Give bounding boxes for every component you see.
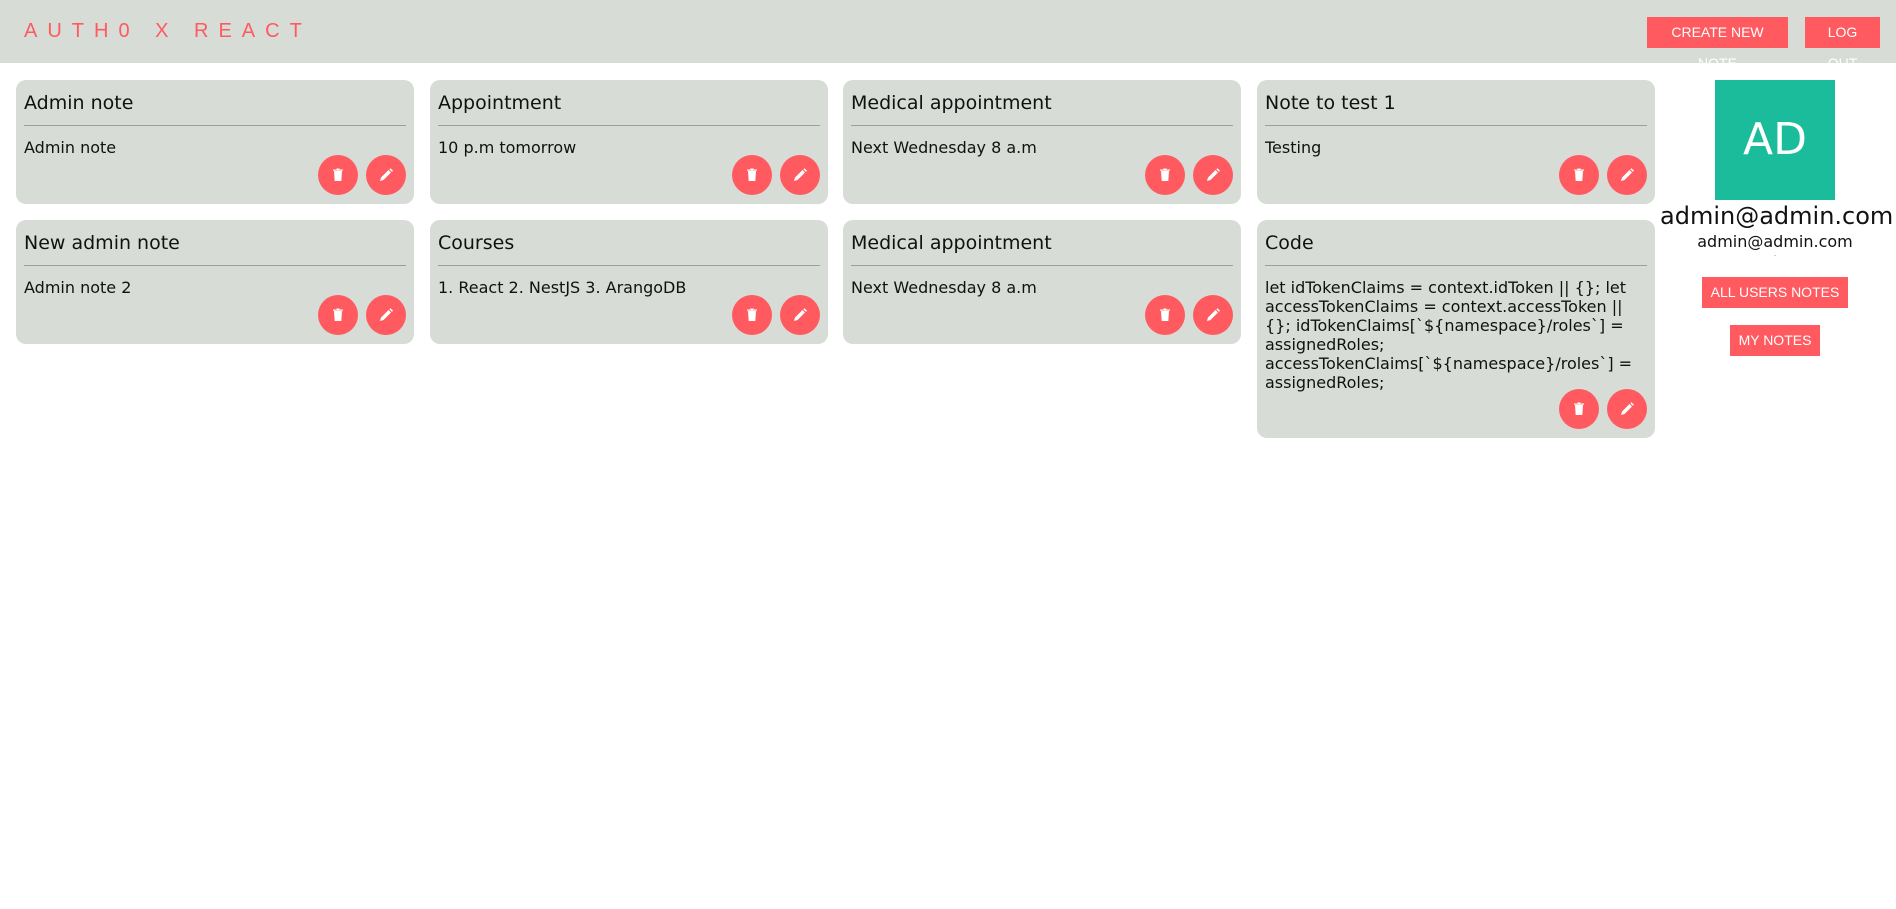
note-actions: [732, 155, 820, 195]
create-note-button[interactable]: CREATE NEW NOTE: [1647, 17, 1788, 48]
note-body: Next Wednesday 8 a.m: [851, 278, 1037, 297]
note-actions: [318, 295, 406, 335]
brand-logo: AUTH0 X REACT: [24, 20, 312, 42]
note-card: [16, 220, 414, 344]
trash-icon: [1158, 168, 1172, 182]
pencil-icon: [1620, 168, 1634, 182]
note-actions: [1559, 155, 1647, 195]
profile-email: admin@admin.com: [1697, 232, 1853, 251]
delete-note-button[interactable]: [1145, 155, 1185, 195]
note-body: let idTokenClaims = context.idToken || {}; let accessTokenClaims = context.accessToken || {}; idTokenClaims[`${namespace}/roles`] = assignedRoles; accessTokenClaims[`${namespace}/roles`] = assignedRoles;: [1265, 278, 1633, 392]
note-title: Appointment: [438, 92, 562, 114]
edit-note-button[interactable]: [1607, 389, 1647, 429]
pencil-icon: [1620, 402, 1634, 416]
edit-note-button[interactable]: [780, 295, 820, 335]
pencil-icon: [1206, 168, 1220, 182]
note-title: New admin note: [24, 232, 180, 254]
profile-dot: .: [1773, 249, 1777, 258]
note-actions: [1145, 155, 1233, 195]
note-card: [843, 220, 1241, 344]
note-body: Admin note 2: [24, 278, 132, 297]
delete-note-button[interactable]: [318, 295, 358, 335]
trash-icon: [745, 168, 759, 182]
pencil-icon: [793, 168, 807, 182]
edit-note-button[interactable]: [780, 155, 820, 195]
note-card: [430, 80, 828, 204]
note-divider: [1265, 265, 1647, 266]
delete-note-button[interactable]: [732, 155, 772, 195]
note-actions: [732, 295, 820, 335]
pencil-icon: [1206, 308, 1220, 322]
trash-icon: [331, 168, 345, 182]
delete-note-button[interactable]: [318, 155, 358, 195]
edit-note-button[interactable]: [1193, 295, 1233, 335]
note-divider: [851, 125, 1233, 126]
top-bar: [0, 0, 1896, 71]
note-divider: [438, 265, 820, 266]
delete-note-button[interactable]: [1145, 295, 1185, 335]
trash-icon: [1158, 308, 1172, 322]
note-divider: [438, 125, 820, 126]
note-title: Note to test 1: [1265, 92, 1396, 114]
note-actions: [318, 155, 406, 195]
note-title: Admin note: [24, 92, 134, 114]
edit-note-button[interactable]: [366, 295, 406, 335]
edit-note-button[interactable]: [1607, 155, 1647, 195]
pencil-icon: [379, 308, 393, 322]
edit-note-button[interactable]: [366, 155, 406, 195]
note-divider: [24, 125, 406, 126]
note-actions: [1145, 295, 1233, 335]
note-title: Courses: [438, 232, 515, 254]
trash-icon: [1572, 168, 1586, 182]
note-title: Code: [1265, 232, 1314, 254]
note-title: Medical appointment: [851, 92, 1052, 114]
trash-icon: [331, 308, 345, 322]
note-divider: [24, 265, 406, 266]
trash-icon: [745, 308, 759, 322]
logout-button[interactable]: LOG OUT: [1805, 17, 1880, 48]
pencil-icon: [793, 308, 807, 322]
note-card: [1257, 220, 1655, 438]
note-card: [16, 80, 414, 204]
trash-icon: [1572, 402, 1586, 416]
note-actions: [1559, 389, 1647, 429]
note-body: Admin note: [24, 138, 117, 157]
note-body: Testing: [1265, 138, 1322, 157]
delete-note-button[interactable]: [1559, 155, 1599, 195]
delete-note-button[interactable]: [732, 295, 772, 335]
note-body: 1. React 2. NestJS 3. ArangoDB: [438, 278, 687, 297]
note-card: [430, 220, 828, 344]
delete-note-button[interactable]: [1559, 389, 1599, 429]
note-body: Next Wednesday 8 a.m: [851, 138, 1037, 157]
note-card: [843, 80, 1241, 204]
note-body: 10 p.m tomorrow: [438, 138, 577, 157]
all-users-notes-button[interactable]: ALL USERS NOTES: [1702, 277, 1849, 308]
profile-panel: [1660, 80, 1894, 356]
pencil-icon: [379, 168, 393, 182]
edit-note-button[interactable]: [1193, 155, 1233, 195]
note-divider: [851, 265, 1233, 266]
profile-name: admin@admin.com: [1660, 202, 1894, 230]
note-card: [1257, 80, 1655, 204]
note-title: Medical appointment: [851, 232, 1052, 254]
avatar: AD: [1715, 80, 1835, 200]
my-notes-button[interactable]: MY NOTES: [1730, 325, 1821, 356]
note-divider: [1265, 125, 1647, 126]
